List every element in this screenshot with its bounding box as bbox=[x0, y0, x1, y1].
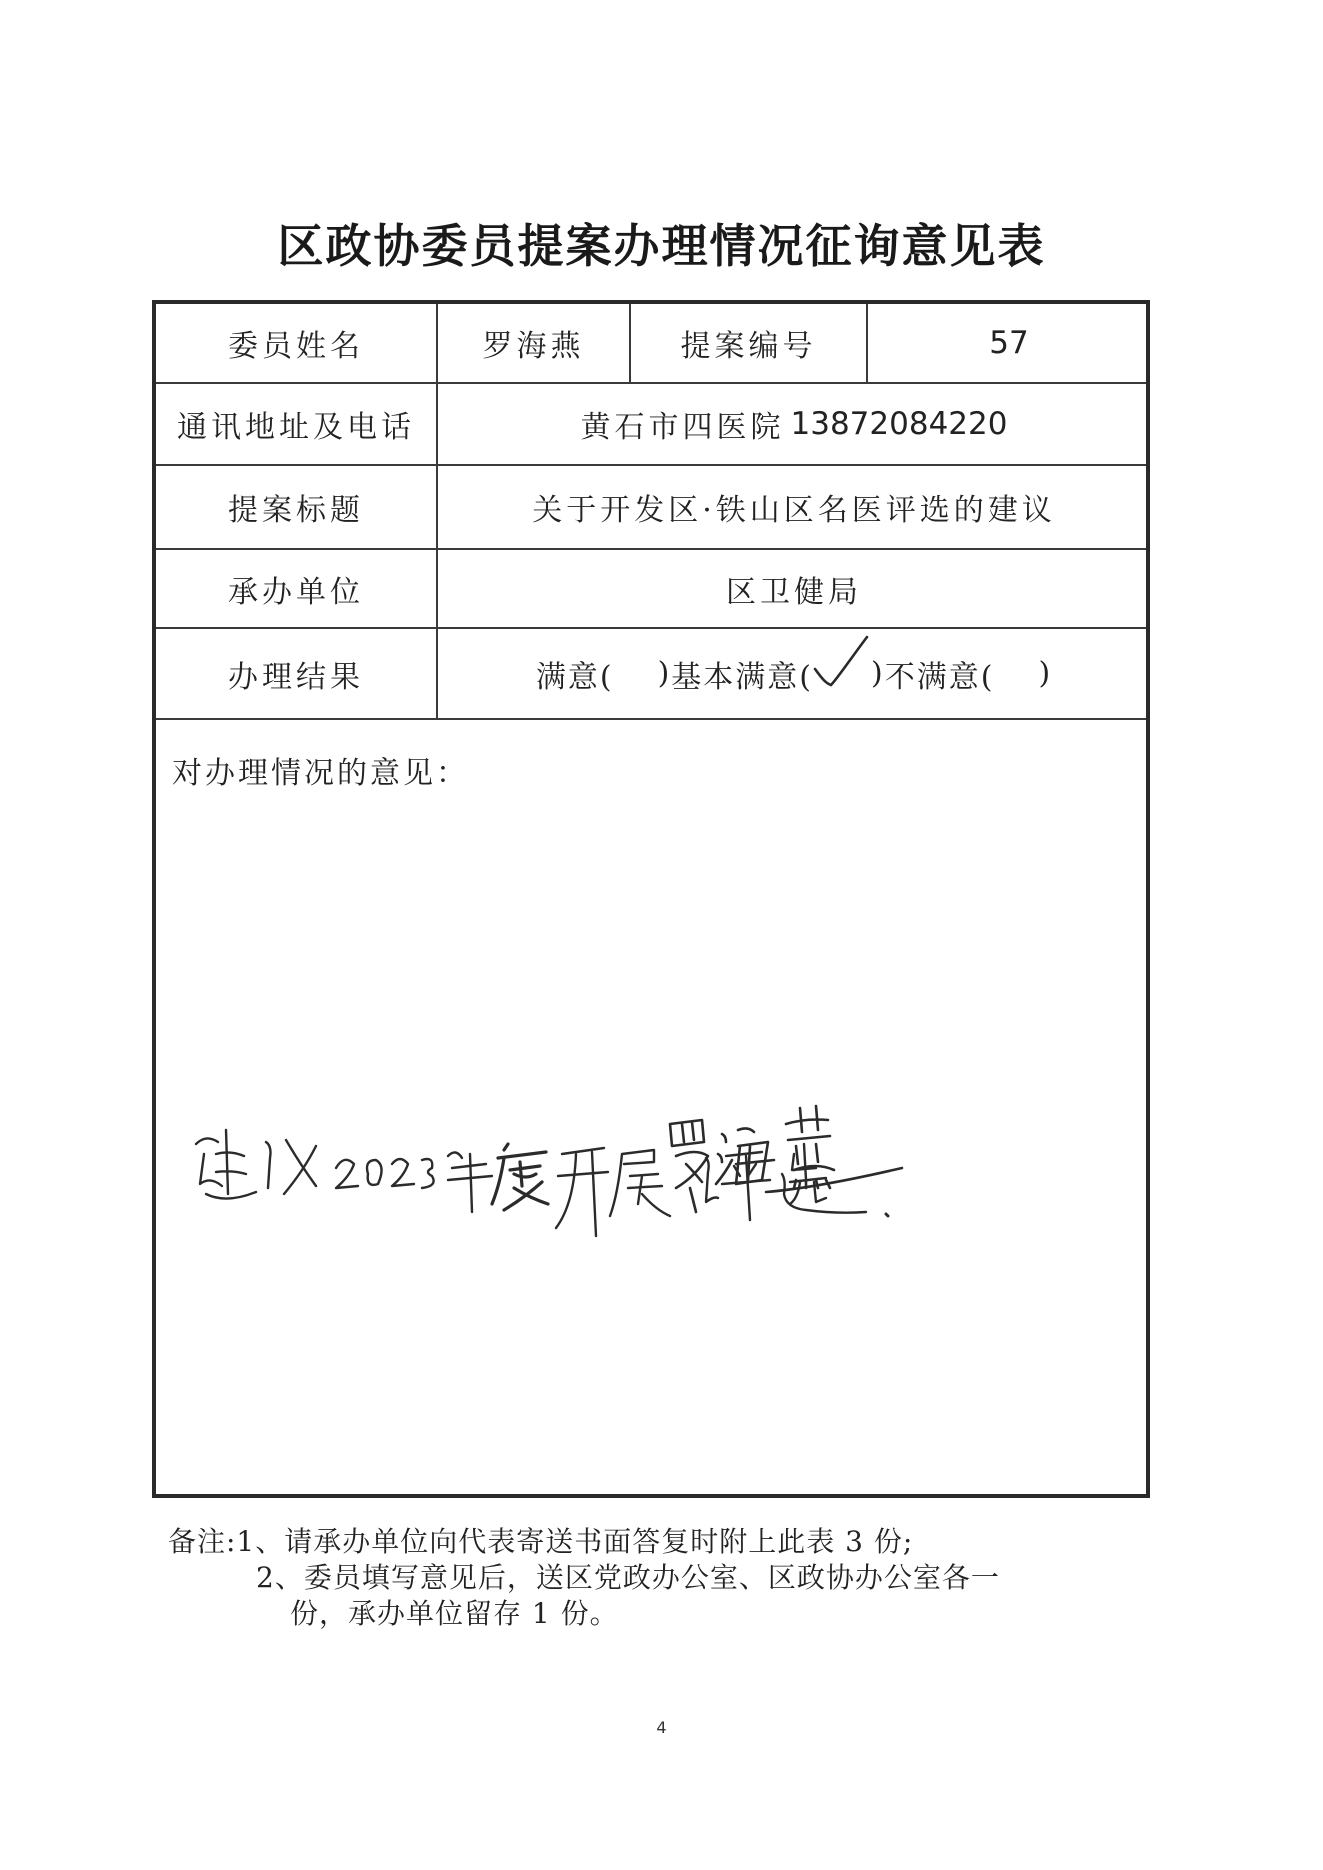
page-number: 4 bbox=[656, 1718, 667, 1737]
result-label: 办理结果 bbox=[228, 659, 364, 695]
proposal-title-value: 关于开发区·铁山区名医评选的建议 bbox=[532, 493, 1056, 528]
member-name-value: 罗海燕 bbox=[482, 329, 585, 364]
check-mark-icon bbox=[813, 659, 871, 689]
proposal-number-label: 提案编号 bbox=[680, 329, 817, 364]
member-signature bbox=[656, 1084, 916, 1224]
handling-unit-label: 承办单位 bbox=[228, 574, 364, 610]
member-name-label: 委员姓名 bbox=[228, 329, 364, 364]
option-close-paren: ) bbox=[871, 656, 885, 691]
opinion-label: 对办理情况的意见： bbox=[172, 756, 469, 791]
contact-phone: 13872084220 bbox=[790, 406, 1008, 442]
row-divider bbox=[156, 718, 1146, 720]
contact-label: 通讯地址及电话 bbox=[177, 410, 415, 445]
result-options bbox=[438, 629, 1150, 718]
handling-unit-value: 区卫健局 bbox=[726, 574, 862, 610]
note-line-1: 备注:1、请承办单位向代表寄送书面答复时附上此表 3 份; bbox=[168, 1525, 914, 1558]
proposal-number-value: 57 bbox=[989, 325, 1029, 361]
contact-address: 黄石市四医院 bbox=[580, 410, 785, 445]
page-title: 区政协委员提案办理情况征询意见表 bbox=[277, 219, 1046, 273]
note-line-3: 份，承办单位留存 1 份。 bbox=[290, 1597, 619, 1630]
option-unsatisfied: 不满意( bbox=[884, 659, 995, 695]
option-satisfied: 满意( bbox=[535, 659, 614, 695]
option-basic-satisfied: 基本满意( bbox=[671, 659, 813, 695]
notes bbox=[168, 1524, 1188, 1632]
option-close-paren: ) bbox=[1038, 656, 1053, 691]
note-line-2: 2、委员填写意见后，送区党政办公室、区政协办公室各一 bbox=[256, 1561, 1000, 1594]
feedback-form-table bbox=[152, 300, 1150, 1498]
proposal-title-label: 提案标题 bbox=[228, 493, 364, 528]
contact-value bbox=[438, 384, 1150, 464]
option-close-paren: ) bbox=[657, 656, 672, 691]
